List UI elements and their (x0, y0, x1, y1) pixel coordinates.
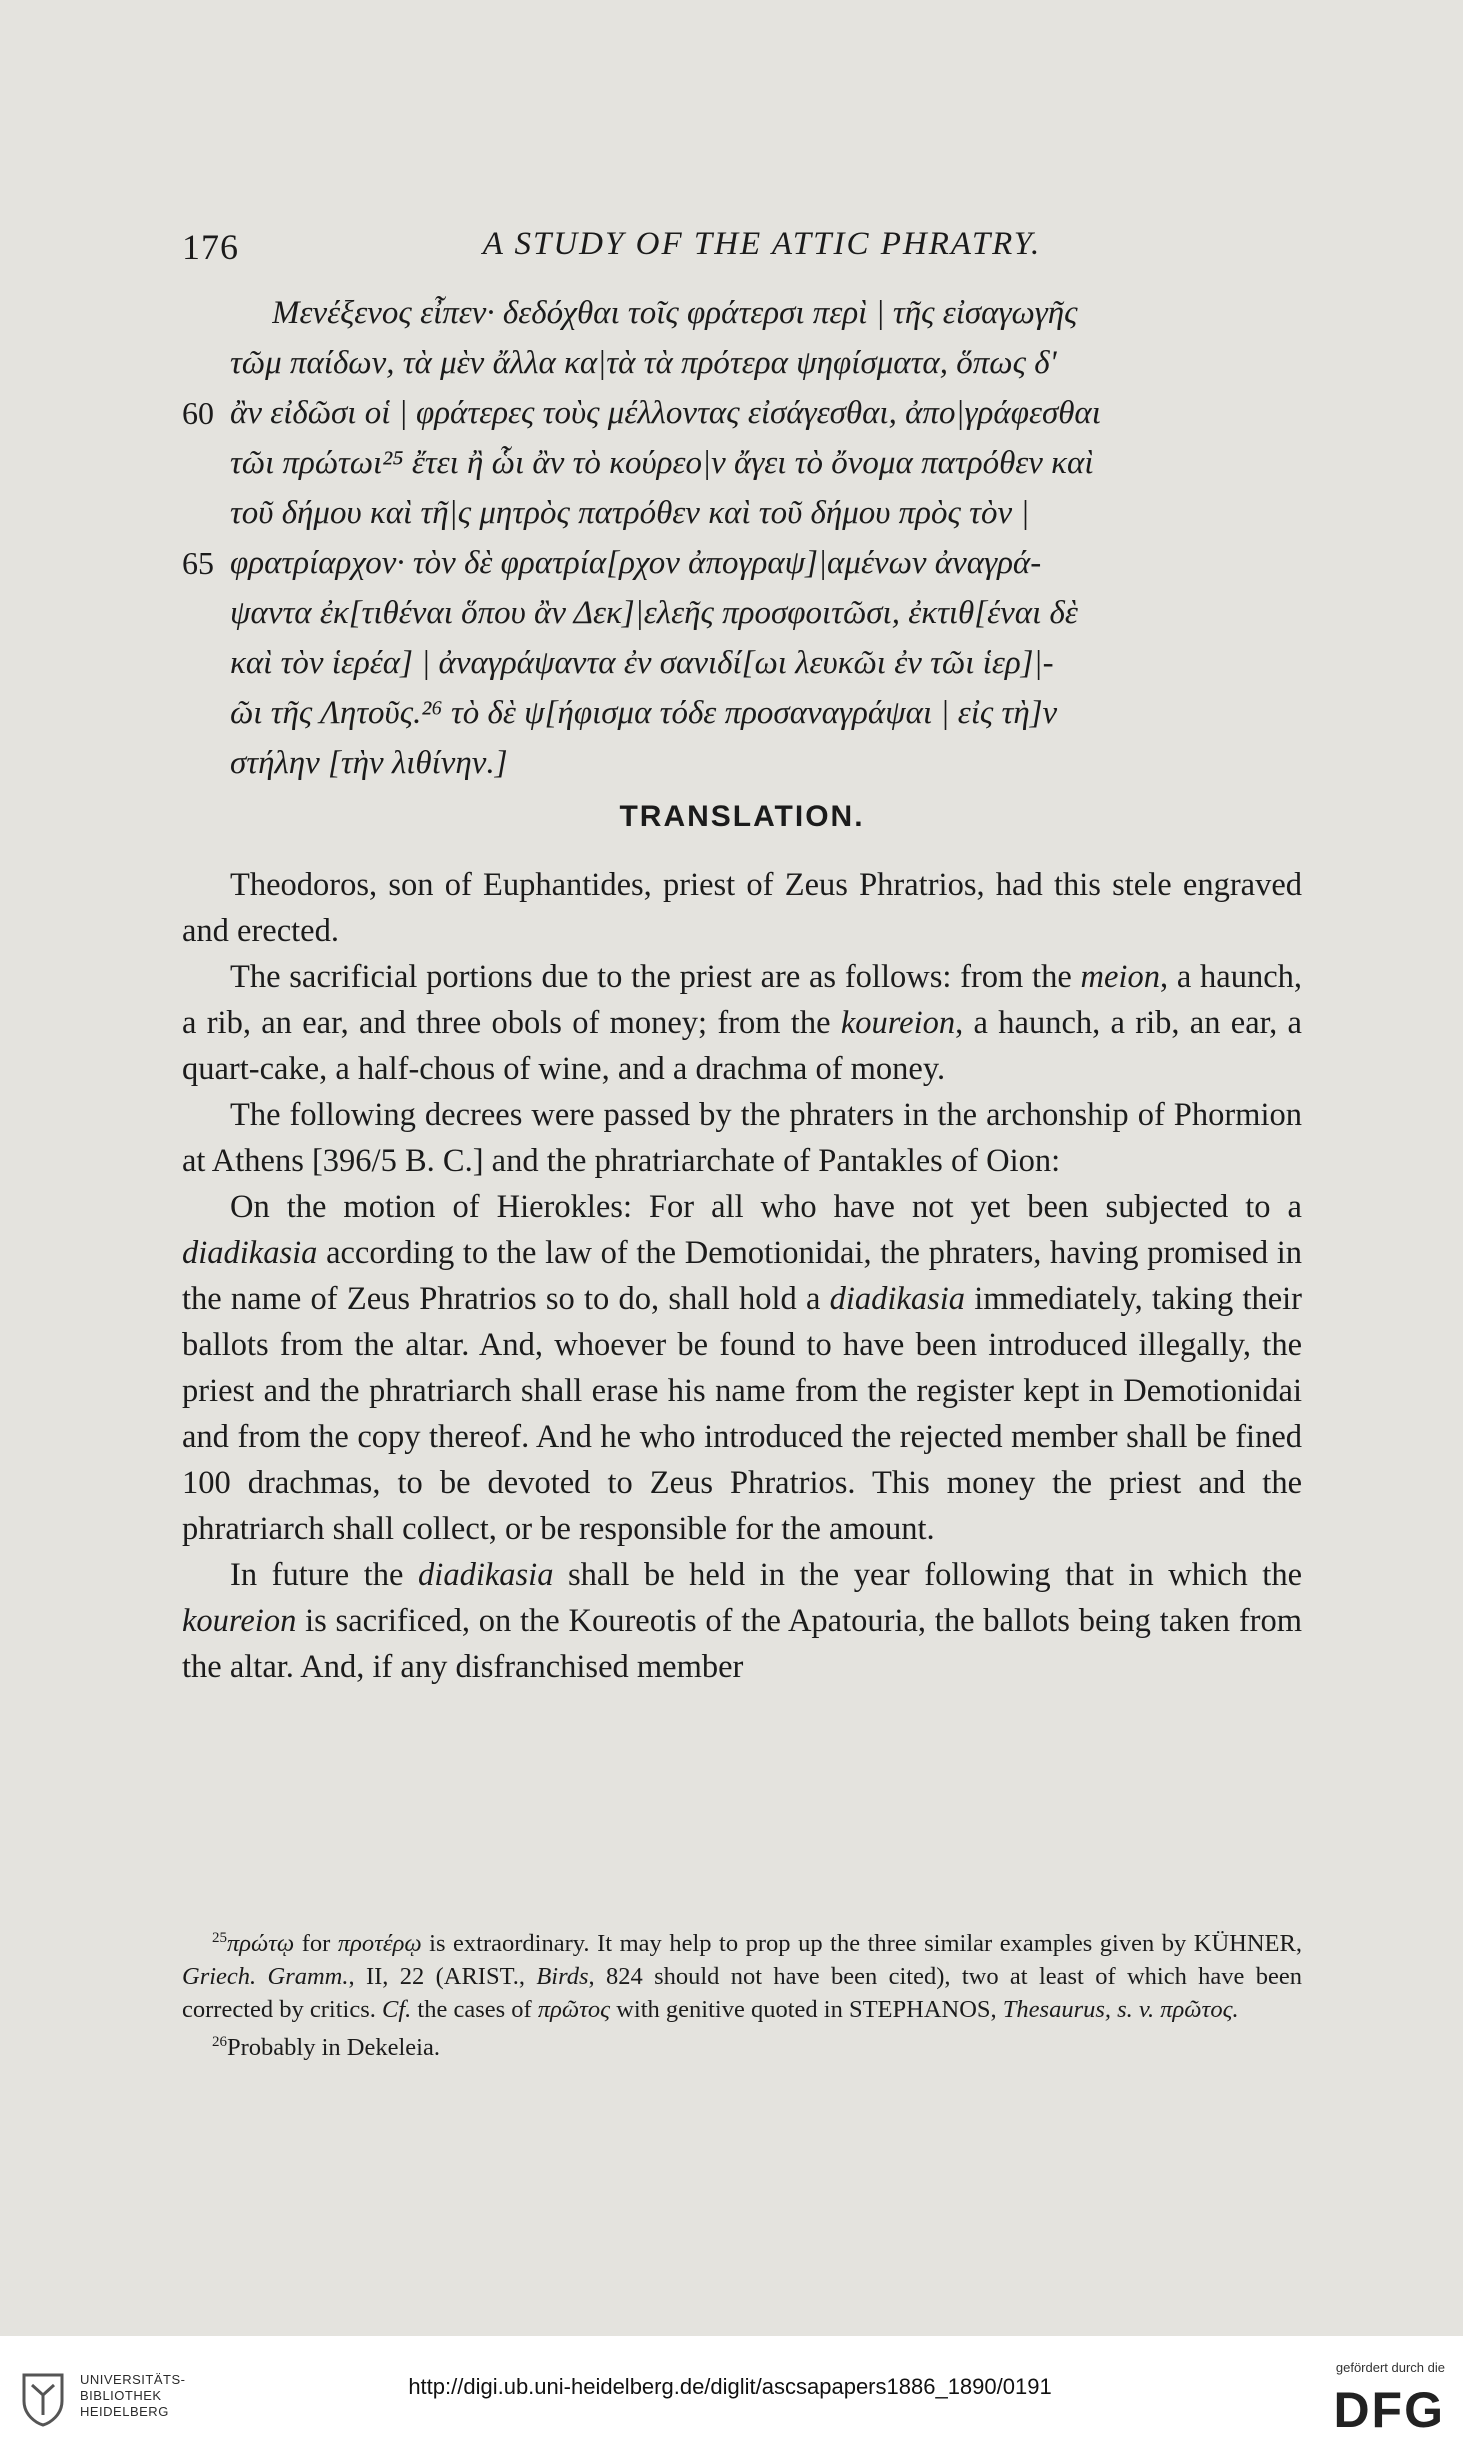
institution-name: UNIVERSITÄTS- BIBLIOTHEK HEIDELBERG (80, 2372, 186, 2419)
university-seal-icon (20, 2371, 66, 2427)
greek-line-text: τῶμ παίδων, τὰ μὲν ἄλλα κα|τὰ τὰ πρότερα ψηφίσματα, ὅπως δ' (230, 345, 1057, 381)
italic-term: diadikasia (418, 1557, 554, 1593)
text-run: On the motion of Hierokles: For all who have not yet been subjected to a (230, 1189, 1302, 1225)
italic-term: Thesaurus, s. v. πρῶτος. (1002, 1996, 1239, 2024)
line-number: 65 (182, 545, 214, 581)
translation-paragraph (182, 1092, 1302, 1184)
running-head (182, 226, 1302, 276)
italic-term: koureion (182, 1603, 297, 1639)
text-run: The following decrees were passed by the phraters in the archonship of Phormion at Athens [396/5 B. C.] and the phratriarchate of Pantakles of Oion: (182, 1097, 1302, 1179)
text-run: In future the (230, 1557, 419, 1593)
text-run: , II, 22 (ARIST., (348, 1963, 537, 1991)
text-run: is sacrificed, on the Koureotis of the Apatouria, the ballots being taken from the altar. And, if any disfranchised member (182, 1603, 1302, 1685)
greek-line-text: Μενέξενος εἶπεν· δεδόχθαι τοῖς φράτερσι περὶ | τῆς εἰσαγωγῆς (272, 295, 1078, 331)
text-run: with genitive quoted in STEPHANOS, (610, 1996, 1003, 2024)
footnote-mark: 26 (212, 2034, 227, 2051)
italic-term: πρώτῳ (227, 1930, 295, 1958)
translation-heading: TRANSLATION. (619, 800, 865, 833)
italic-term: Birds (536, 1963, 589, 1991)
text-run: Theodoros, son of Euphantides, priest of Zeus Phratrios, had this stele engraved and erected. (182, 867, 1302, 949)
greek-line (182, 445, 1302, 495)
text-run: The sacrificial portions due to the priest are as follows: from the (230, 959, 1081, 995)
italic-term: diadikasia (182, 1235, 318, 1271)
footnote (182, 1922, 1302, 2026)
greek-line-text: στήλην [τὴν λιθίνην.] (230, 745, 508, 781)
running-title: A STUDY OF THE ATTIC PHRATRY. (482, 226, 1042, 262)
translation-paragraph (182, 862, 1302, 954)
greek-line-text: καὶ τὸν ἱερέα] | ἀναγράψαντα ἐν σανιδί[ωι λευκῶι ἐν τῶι ἱερ]|- (230, 645, 1054, 681)
greek-line-text: φρατρίαρχον· τὸν δὲ φρατρία[ρχον ἀπογραψ]|αμένων ἀναγρά- (230, 545, 1042, 581)
text-run: , 824 should not have been cited), two at least of which have been corrected by critics. (182, 1963, 1302, 2024)
greek-line (182, 595, 1302, 645)
italic-term: προτέρῳ (337, 1930, 422, 1958)
source-url-link[interactable]: http://digi.ub.uni-heidelberg.de/diglit/ascsapapers1886_1890/0191 (408, 2374, 1052, 2399)
text-run: immediately, taking their ballots from the altar. And, whoever be found to have been introduced illegally, the priest and the phratriarch shall erase his name from the register kept in Demotionidai and from the copy thereof. And he who introduced the rejected member shall be fined 100 drachmas, to be devoted to Zeus Phratrios. This money the priest and the phratriarch shall collect, or be responsible for the amount. (182, 1281, 1302, 1547)
greek-line-text: ῶι τῆς Λητοῦς.²⁶ τὸ δὲ ψ[ήφισμα τόδε προσαναγράψαι | εἰς τὴ]ν (230, 695, 1058, 731)
text-run: , a haunch, a rib, an ear, a quart-cake, a half-chous of wine, and a drachma of money. (182, 1005, 1302, 1087)
greek-line-text: τοῦ δήμου καὶ τῆ|ς μητρὸς πατρόθεν καὶ τοῦ δήμου πρὸς τὸν | (230, 495, 1030, 531)
italic-term: Griech. Gramm. (182, 1963, 349, 1991)
greek-line (182, 695, 1302, 745)
greek-line (182, 345, 1302, 395)
translation-body (182, 862, 1302, 1690)
footnotes (182, 1922, 1302, 2064)
footnote-mark: 25 (212, 1930, 227, 1946)
italic-term: koureion (840, 1005, 956, 1041)
page-number: 176 (182, 227, 239, 267)
text-run: for (294, 1930, 338, 1958)
greek-line (182, 545, 1302, 595)
translation-paragraph (182, 1552, 1302, 1690)
greek-line (182, 495, 1302, 545)
greek-inscription-text (182, 295, 1302, 795)
digitization-footer (0, 2336, 1463, 2449)
text-run: the cases of (411, 1996, 538, 2024)
text-run: according to the law of the Demotionidai, the phraters, having promised in the name of Zeus Phratrios so to do, shall hold a (182, 1235, 1302, 1317)
text-run: Probably in Dekeleia. (227, 2034, 440, 2062)
text-run: is extraordinary. It may help to prop up the three similar examples given by KÜHNER, (421, 1930, 1302, 1958)
greek-line (182, 395, 1302, 445)
greek-line-text: τῶι πρώτωι²⁵ ἔτει ἢ ὧι ἂν τὸ κούρεο|ν ἄγει τὸ ὄνομα πατρόθεν καὶ (230, 445, 1094, 481)
text-run: shall be held in the year following that in which the (553, 1557, 1302, 1593)
greek-line (182, 745, 1302, 795)
funder-caption: gefördert durch die (1335, 2360, 1445, 2375)
line-number: 60 (182, 395, 214, 431)
greek-line (182, 645, 1302, 695)
dfg-logo: DFG (1333, 2382, 1445, 2438)
translation-paragraph (182, 1184, 1302, 1552)
italic-term: Cf. (381, 1996, 412, 2024)
italic-term: diadikasia (829, 1281, 966, 1317)
greek-line-text: ἂν εἰδῶσι οἱ | φράτερες τοὺς μέλλοντας εἰσάγεσθαι, ἀπο|γράφεσθαι (230, 395, 1101, 431)
greek-line-text: ψαντα ἐκ[τιθέναι ὅπου ἂν Δεκ]|ελεῆς προσφοιτῶσι, ἐκτιθ[έναι δὲ (230, 595, 1078, 631)
translation-paragraph (182, 954, 1302, 1092)
italic-term: meion (1080, 959, 1160, 995)
footnote (182, 2026, 1302, 2064)
greek-line (182, 295, 1302, 345)
text-run: , a haunch, a rib, an ear, and three obols of money; from the (182, 959, 1303, 1041)
italic-term: πρῶτος (537, 1996, 611, 2024)
